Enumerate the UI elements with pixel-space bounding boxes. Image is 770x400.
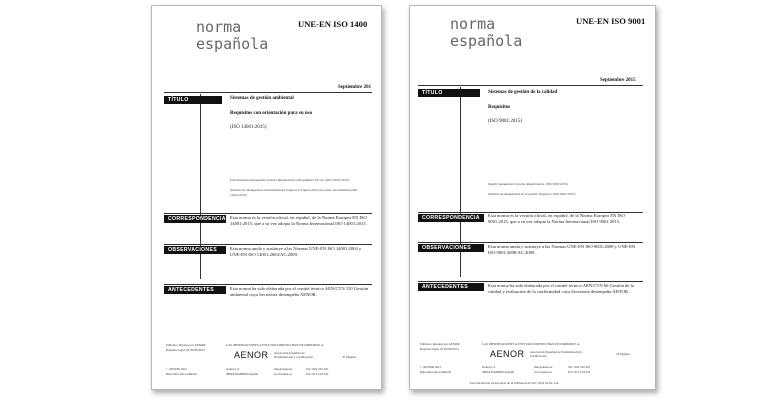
norma-espanola-logo <box>196 19 268 53</box>
title-spanish: Sistemas de gestión de la calidad <box>488 90 558 95</box>
section-rule <box>418 242 643 243</box>
license-note: Este documento forma parte de la biblioteca de SGC AQS GLOL S.A. <box>470 381 559 385</box>
address-city: 28004 MADRID-España <box>226 372 258 376</box>
reproduction-notice: Reproducción prohibida <box>420 370 451 374</box>
iso-reference: (ISO 14001:2015) <box>230 125 267 130</box>
email: info@aenor.es <box>534 365 553 369</box>
subtitle-spanish: Requisitos <box>488 105 511 110</box>
titulo-label: TÍTULO <box>164 96 222 104</box>
standard-cover-page-iso-9001 <box>409 5 656 390</box>
iso-reference: (ISO 9001:2015) <box>488 119 523 124</box>
antecedentes-label: ANTECEDENTES <box>164 286 226 294</box>
observaciones-label: OBSERVACIONES <box>164 246 226 254</box>
title-spanish: Sistemas de gestión ambiental <box>230 96 294 101</box>
antecedentes-text: Esta norma ha sido elaborada por el comité técnico AEN/CTN 150 Gestión ambiental cuya Secretaría desempeña AENOR. <box>230 286 369 297</box>
address-street: Génova, 6 <box>482 365 496 369</box>
page-count: 45 Páginas <box>616 352 630 356</box>
fax: Fax: 913 104 032 <box>568 370 591 374</box>
telephone: Tel.: 902 102 201 <box>306 367 329 371</box>
publication-date: Septiembre 201 <box>338 85 372 90</box>
reproduction-notice: Reproducción prohibida <box>166 372 197 376</box>
observaciones-label: OBSERVACIONES <box>418 244 484 252</box>
email: info@aenor.es <box>274 367 293 371</box>
section-rule <box>164 244 372 245</box>
standard-number: UNE-EN ISO 9001 <box>576 16 646 26</box>
footer-observations-note: LAS OBSERVACIONES A ESTE DOCUMENTO HAN DE DIRIGIRSE A: <box>482 342 580 346</box>
observaciones-text: Esta norma anula y sustituye a las Normas UNE-EN ISO 9001:2008 y UNE-EN ISO 9001:2008/AC:2009. <box>488 244 636 255</box>
footer-edition: Editada e impresa por AENOR <box>420 342 460 346</box>
section-rule <box>164 284 372 285</box>
antecedentes-text: Esta norma ha sido elaborada por el comité técnico AEN/CTN 66 Gestión de la calidad y evaluación de la conformidad cuya Secretaría desempeña AENOR. <box>488 283 634 294</box>
norma-espanola-logo <box>450 16 522 50</box>
copyright: © AENOR 2015 <box>420 365 442 369</box>
copyright: © AENOR 2015 <box>166 367 188 371</box>
observaciones-text: Esta norma anula y sustituye a las Normas UNE-EN ISO 14001:2004 y UNE-EN ISO 14001:2004/AC:2009. <box>230 246 362 257</box>
footer-legal-deposit: Depósito legal: M 29700:2015 <box>166 348 206 352</box>
fax: Fax: 913 104 032 <box>306 372 329 376</box>
logo-line-1: norma <box>196 18 242 36</box>
title-english: Environmental management systems. Requirements with guidance for use. (ISO 14001:2015). <box>230 178 350 182</box>
aenor-full-name: Asociación Española de Normalización y Certificación <box>530 350 583 359</box>
website: www.aenor.es <box>534 370 552 374</box>
title-french: Systèmes de management environnemental. Exigences et lignes directrices pour son utilisation (ISO 14001:2015). <box>230 188 358 197</box>
titulo-label: TÍTULO <box>418 89 480 97</box>
antecedentes-label: ANTECEDENTES <box>418 283 484 291</box>
website: www.aenor.es <box>274 372 292 376</box>
correspondencia-text: Esta norma es la versión oficial, en español, de la Norma Europea EN ISO 14001:2015, que a su vez adopta la Norma Internacional ISO 14001:2015. <box>230 215 367 226</box>
header-rule <box>418 85 643 86</box>
title-french: Systèmes de management de la qualité. Exigences. (ISO 9001:2015). <box>488 192 576 196</box>
standard-cover-page-iso-14001 <box>151 5 382 390</box>
footer-observations-note: LAS OBSERVACIONES A ESTE DOCUMENTO HAN DE DIRIGIRSE A: <box>226 343 324 347</box>
publication-date: Septiembre 2015 <box>600 78 636 83</box>
aenor-logo: AENOR <box>490 349 525 359</box>
section-rule <box>164 213 372 214</box>
aenor-full-name: Asociación Española de Normalización y Certificación <box>274 351 313 360</box>
subtitle-spanish: Requisitos con orientación para su uso <box>230 111 313 116</box>
footer-legal-deposit: Depósito legal: M 29700:2015 <box>420 347 460 351</box>
logo-line-2: española <box>450 32 523 50</box>
section-rule <box>418 281 643 282</box>
address-street: Génova, 6 <box>226 367 240 371</box>
footer-edition: Editada e impresa por AENOR <box>166 343 206 347</box>
logo-line-1: norma <box>450 15 496 33</box>
correspondencia-label: CORRESPONDENCIA <box>164 215 226 223</box>
title-english: Quality management systems. Requirements. (ISO 9001:2015). <box>488 182 569 186</box>
aenor-logo: AENOR <box>234 350 269 360</box>
correspondencia-label: CORRESPONDENCIA <box>418 214 484 222</box>
standard-number: UNE-EN ISO 1400 <box>298 19 368 29</box>
address-city: 28004 MADRID-España <box>482 370 514 374</box>
telephone: Tel.: 902 102 201 <box>568 365 591 369</box>
header-rule <box>164 92 372 93</box>
logo-line-2: española <box>196 35 269 53</box>
correspondencia-text: Esta norma es la versión oficial, en español, de la Norma Europea EN ISO 9001:2015, que a su vez adopta la Norma Internacional ISO 9001:2015. <box>488 213 625 224</box>
page-count: 47 Páginas <box>342 355 356 359</box>
